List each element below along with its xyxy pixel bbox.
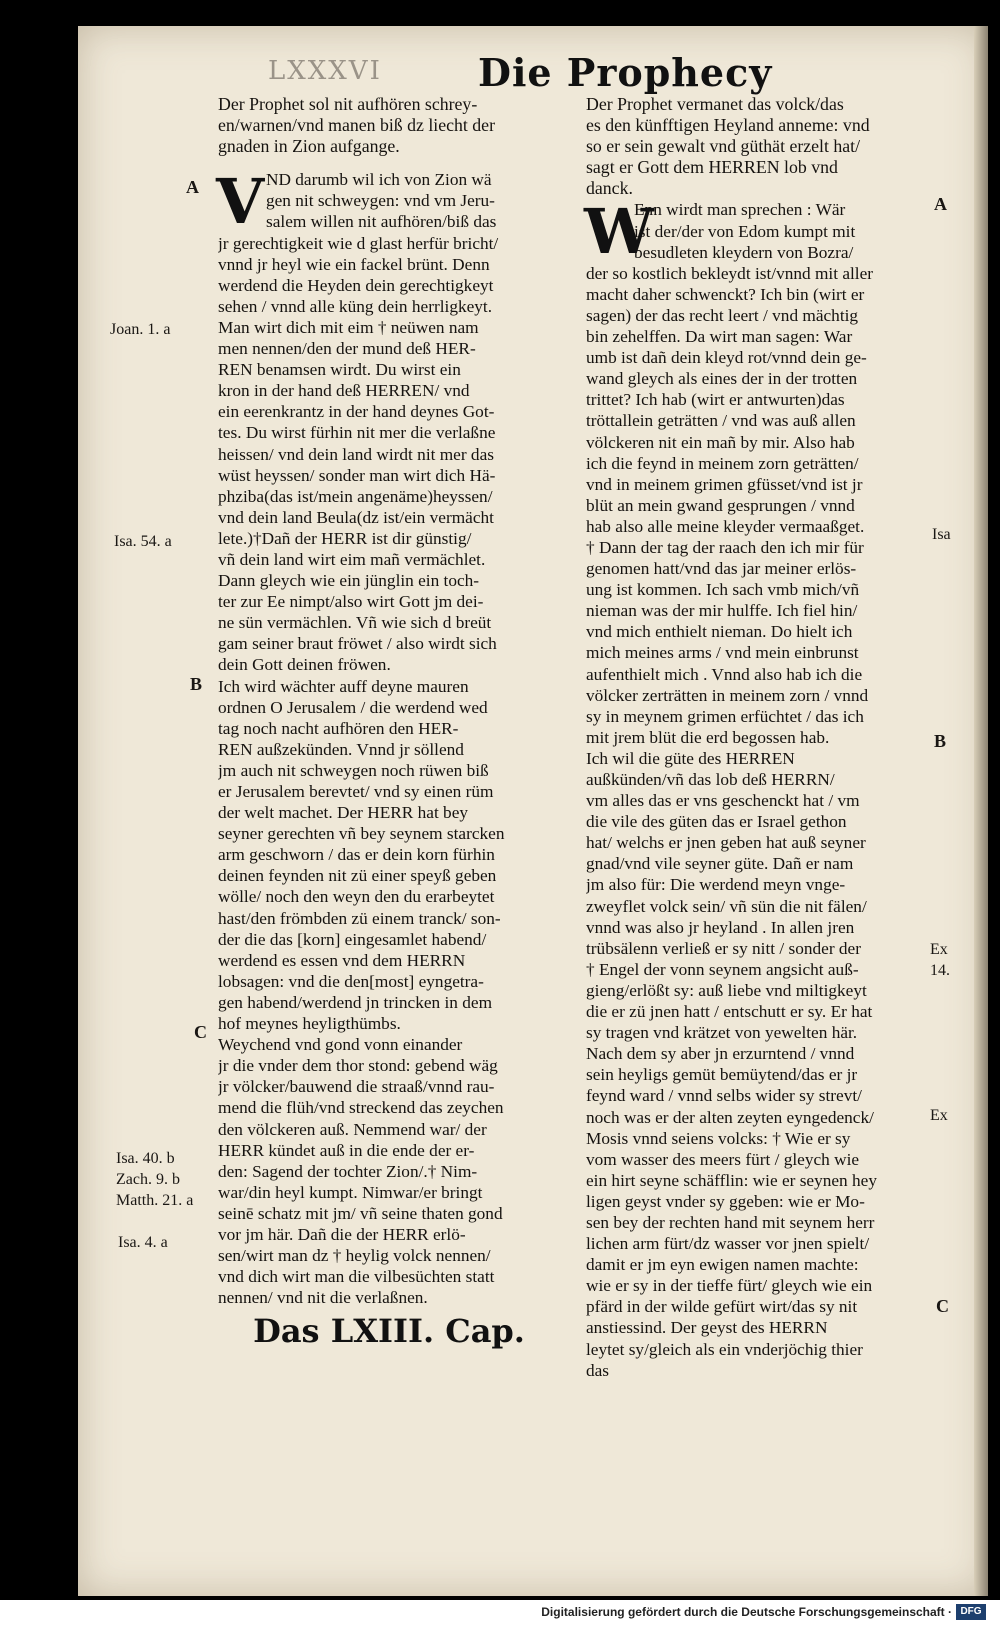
left-body-text [216, 165, 560, 1308]
text-line: jr gerechtigkeit wie d glast herfür bricht/ [218, 233, 499, 253]
text-line: tröttallein geträtten / vnd was auß allen [586, 411, 856, 431]
text-line: arm geschworn / das er dein korn fürhin [218, 845, 495, 865]
text-line: das [586, 1360, 610, 1380]
text-line: ein eerenkrantz in der hand deynes Got- [218, 402, 495, 422]
text-line: wie er sy in der tieffe fürt/ gleych wie ein [586, 1276, 873, 1296]
text-line: dein Gott deinen fröwen. [218, 655, 391, 675]
right-body-text [584, 195, 926, 1380]
text-line: Nach dem sy aber jn erzurntend / vnnd [586, 1044, 855, 1064]
margin-ref-isa-4: Isa. 4. a [118, 1234, 168, 1251]
text-line: wölle/ noch den weyn den du erarbeytet [218, 887, 495, 907]
drop-cap-left: V [216, 165, 265, 239]
text-line: vnd dich wirt man die vilbesüchten statt [218, 1267, 495, 1287]
text-line: hab also alle meine kleyder vermaaßget. [586, 516, 865, 536]
dfg-logo: DFG [956, 1604, 986, 1620]
text-line: hof meynes heyligthümbs. [218, 1014, 401, 1034]
text-line: ein hirt seyne schäfflin: wie er seynen hey [586, 1170, 877, 1190]
text-line: ich die feynd in meinem zorn geträtten/ [586, 453, 859, 473]
text-line: vm alles das er vns geschenckt hat / vm [586, 791, 860, 811]
text-line: tes. Du wirst fürhin nit mer die verlaßne [218, 423, 496, 443]
text-line: der welt machet. Der HERR hat bey [218, 803, 469, 823]
text-line: wand gleych als eines der in der trotten [586, 369, 858, 389]
text-line: der die das [korn] eingesamlet habend/ [218, 929, 487, 949]
text-line: noch was er der alten zeyten eyngedenck/ [586, 1107, 874, 1127]
text-line: sen/wirt man dz † heylig volck nennen/ [218, 1246, 491, 1266]
text-line: pfärd in der wilde gefürt wirt/das sy nit [586, 1297, 858, 1317]
text-line: † Dann der tag der raach den ich mir für [586, 537, 864, 557]
text-line: vnd mich enthielt nieman. Do hielt ich [586, 622, 853, 642]
text-line: jm auch nit schweygen noch rüwen biß [218, 760, 489, 780]
margin-ref-isa-54: Isa. 54. a [114, 533, 172, 550]
text-line: Weychend vnd gond vonn einander [218, 1035, 463, 1055]
text-line: jr völcker/bauwend die straaß/vnnd rau- [218, 1077, 495, 1097]
funding-credit: Digitalisierung gefördert durch die Deutsche Forschungsgemeinschaft · [541, 1605, 952, 1619]
folio-number: LXXXVI [268, 56, 382, 86]
text-line: lete.)†Dañ der HERR ist dir günstig/ [218, 528, 472, 548]
text-line: trübsälenn verließ er sy nitt / sonder der [586, 938, 861, 958]
text-line: mich meines arms / vnd mein einbrunst [586, 643, 859, 663]
text-line: sy in meynem grimen erfüchtet / das ich [586, 706, 864, 726]
margin-ref-joan: Joan. 1. a [110, 321, 171, 338]
left-column [218, 94, 560, 1350]
text-line: außkünden/vñ das lob deß HERRN/ [586, 770, 835, 789]
text-line: trittet? Ich hab (wirt er antwurten)das [586, 390, 845, 410]
text-line: vnd in meinem grimen gfüsset/vnd ist jr [586, 474, 863, 494]
text-line: blüt an mein gwand gesprungen / vnnd [586, 495, 855, 515]
chapter-summary-right: Der Prophet vermanet das volck/das es den künfftigen Heyland anneme: vnd so er sein gewalt vnd güthät erzelt hat/ sagt er Gott dem HERREN lob vnd danck. [586, 94, 870, 199]
text-line: wüst heyssen/ sonder man wirt dich Hä- [218, 465, 496, 485]
margin-letter-b-right: B [934, 731, 947, 751]
text-line: seyner gerechten vñ bey seynem starcken [218, 824, 505, 844]
text-line: werdend die Heyden dein gerechtigkeyt [218, 275, 494, 295]
text-line: salem willen nit aufhören/biß das [266, 212, 497, 232]
text-line: genomen hatt/vnd das jar meiner erlös- [586, 559, 857, 579]
text-line: gam seiner braut fröwet / also wirdt sich [218, 634, 497, 654]
text-line: besudleten kleydern von Bozra/ [634, 242, 854, 262]
text-line: HERR kündet auß in die ende der er- [218, 1140, 475, 1160]
text-line: Mosis vnnd seiens volcks: † Wie er sy [586, 1128, 851, 1148]
margin-ref-isa-right: Isa [932, 526, 951, 543]
text-line: sy tragen vnd krätzet von yewelten här. [586, 1023, 858, 1043]
chapter-heading: Das LXIII. Cap. [253, 1312, 525, 1351]
text-line: hat/ welchs er jnen geben hat auß seyner [586, 833, 866, 853]
book-page [78, 26, 988, 1596]
text-line: jm also für: Die werdend meyn vnge- [586, 875, 846, 895]
text-line: vor jm här. Dañ die der HERR erlö- [218, 1224, 466, 1244]
text-line: seinē schatz mit jm/ vñ seine thaten gond [218, 1203, 503, 1223]
margin-letter-a: A [186, 177, 199, 197]
margin-letter-c: C [194, 1022, 207, 1042]
text-line: bin zehelffen. Da wirt man sagen: War [586, 327, 853, 347]
text-line: gen habend/werdend jn trincken in dem [218, 992, 493, 1012]
text-line: zweyflet volck sein/ vñ sün die nit fälen/ [586, 896, 867, 916]
text-line: mend die flüh/vnd streckend das zeychen [218, 1098, 504, 1118]
text-line: Dann gleych wie ein jünglin ein toch- [218, 571, 480, 591]
text-line: vnnd was also jr heyland . In allen jren [586, 917, 855, 937]
margin-ref-14: 14. [930, 962, 950, 979]
text-line: ist der/der von Edom kumpt mit [634, 221, 856, 241]
text-line: sein heyligs gemüt bemüytend/das er jr [586, 1065, 858, 1085]
text-line: er Jerusalem berevtet/ vnd sy einen rüm [218, 782, 494, 801]
text-line: kron in der hand deß HERREN/ vnd [218, 381, 470, 401]
text-line: sehen / vnnd alle küng dein herrligkeyt. [218, 296, 493, 316]
margin-ref-ex-1: Ex [930, 941, 948, 958]
text-line: Ich wil die güte des HERREN [586, 748, 795, 768]
drop-cap-right: W [584, 195, 654, 269]
text-line: lobsagen: vnd die den[most] eyngetra- [218, 971, 484, 991]
text-line: den: Sagend der tochter Zion/.† Nim- [218, 1161, 478, 1181]
text-line: vom wasser des meers fürt / gleych wie [586, 1149, 860, 1169]
text-line: gieng/erlößt sy: auß liebe vnd miltigkeyt [586, 980, 867, 1000]
text-line: der so kostlich bekleydt ist/vnnd mit aller [586, 263, 874, 283]
text-line: † Engel der vonn seynem angsicht auß- [586, 959, 859, 979]
text-line: leytet sy/gleich als ein vnderjöchig thier [586, 1339, 863, 1359]
text-line: umb ist dañ dein kleyd rot/vnnd dein ge- [586, 348, 867, 368]
right-column [586, 94, 926, 1381]
text-line: den völckeren auß. Nemmend war/ der [218, 1119, 487, 1139]
chapter-summary-left: Der Prophet sol nit aufhören schrey- en/warnen/vnd manen biß dz liecht der gnaden in Zion aufgange. [218, 94, 495, 157]
margin-letter-a-right: A [934, 194, 947, 214]
text-line: die vile des güten das er Israel gethon [586, 812, 847, 832]
text-line: tag noch nacht aufhören den HER- [218, 718, 459, 738]
text-line: ligen geyst vnder sy ggeben: wie er Mo- [586, 1191, 865, 1211]
margin-ref-zach: Zach. 9. b [116, 1171, 180, 1188]
text-line: sen bey der rechten hand mit seynem herr [586, 1212, 875, 1232]
text-line: men nennen/den der mund deß HER- [218, 339, 476, 359]
text-line: war/din heyl kumpt. Nimwar/er bringt [218, 1182, 483, 1202]
text-line: lichen arm fürt/dz wasser vor jnen spielt/ [586, 1234, 870, 1254]
text-line: vnd dein land Beula(dz ist/ein vermächt [218, 507, 494, 527]
text-line: ne sün vermächlen. Vñ wie sich d breüt [218, 613, 492, 633]
margin-ref-matth: Matth. 21. a [116, 1192, 194, 1209]
text-line: jr die vnder dem thor stond: gebend wäg [218, 1056, 498, 1076]
text-line: Man wirt dich mit eim † neüwen nam [218, 317, 479, 337]
text-line: hast/den frömbden zü einem tranck/ son- [218, 908, 501, 928]
text-line: feynd ward / vnnd selbs wider sy strevt/ [586, 1086, 862, 1106]
margin-ref-ex-2: Ex [930, 1107, 948, 1124]
text-line: vñ dein land wirt eim mañ vermächlet. [218, 549, 486, 569]
text-line: nieman was der mir hulffe. Ich fiel hin/ [586, 601, 858, 621]
margin-ref-isa-40: Isa. 40. b [116, 1150, 175, 1167]
text-line: anstiessind. Der geyst des HERRN [586, 1318, 828, 1338]
text-line: vnnd jr heyl wie ein fackel brünt. Denn [218, 254, 490, 274]
text-line: deinen feynden nit zü einer speyß geben [218, 866, 497, 886]
text-line: die er zü jnen hatt / entschutt er sy. Er hat [586, 1002, 873, 1022]
text-line: REN benamsen wirdt. Du wirst ein [218, 360, 461, 380]
text-line: heissen/ vnd dein land wirdt nit mer das [218, 444, 494, 464]
text-line: ung ist kommen. Ich sach vmb mich/vñ [586, 580, 860, 600]
text-line: Ich wird wächter auff deyne mauren [218, 676, 469, 696]
text-line: ND darumb wil ich von Zion wä [266, 170, 492, 190]
text-line: ordnen O Jerusalem / die werdend wed [218, 697, 488, 717]
running-head-title: Die Prophecy [478, 50, 773, 95]
text-line: sagen) der das recht leert / vnd mächtig [586, 305, 859, 325]
digitization-footer [0, 1600, 1000, 1627]
text-line: phziba(das ist/mein angenäme)heyssen/ [218, 486, 493, 506]
text-line: völckeren nit ein mañ by mir. Also hab [586, 432, 855, 452]
text-line: völcker zerträtten in meinem zorn / vnnd [586, 685, 869, 705]
text-line: mit jrem blüt die erd begossen hab. [586, 727, 830, 747]
text-line: macht daher schwenckt? Ich bin (wirt er [586, 284, 865, 304]
text-line: nennen/ vnd nit die verlaßnen. [218, 1288, 428, 1308]
text-line: gnad/vnd vile seyner güte. Dañ er nam [586, 854, 854, 874]
text-line: gen nit schweygen: vnd vm Jeru- [266, 191, 495, 211]
text-line: damit er jm eyn ewigen namen machte: [586, 1255, 859, 1275]
text-line: Enn wirdt man sprechen : Wär [634, 200, 846, 220]
text-line: werdend es essen vnd dem HERRN [218, 950, 466, 970]
margin-letter-c-right: C [936, 1296, 949, 1316]
text-line: REN außzekünden. Vnnd jr söllend [218, 739, 464, 759]
text-line: ter zur Ee nimpt/also wirt Gott jm dei- [218, 592, 484, 612]
text-line: aufenthielt mich . Vnnd also hab ich die [586, 664, 863, 684]
margin-letter-b: B [190, 674, 203, 694]
